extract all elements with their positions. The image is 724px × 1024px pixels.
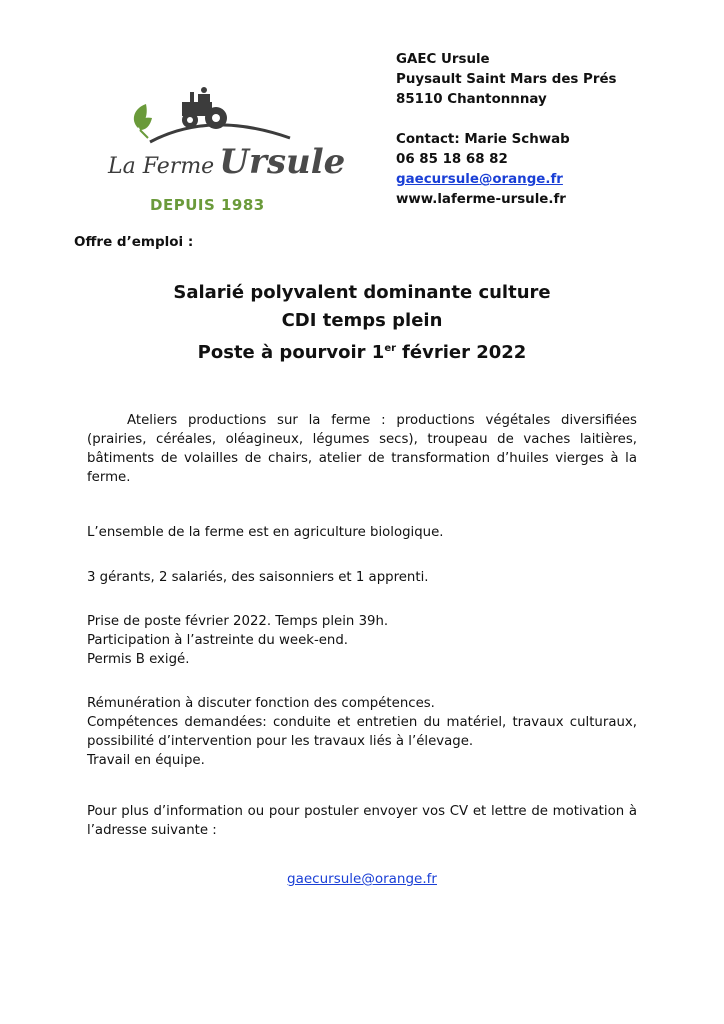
paragraph-workshops: Ateliers productions sur la ferme : productions végétales diversifiées (prairies, céréales, oléagineux, légumes secs), troupeau de vaches laitières, bâtiments de volailles de chairs, atelier de transformation d’huiles vierges à la ferme. [87,413,637,485]
logo-brand-prefix: La Ferme [108,154,215,179]
final-email-container [0,871,724,887]
skills-line1: Rémunération à discuter fonction des compétences. [87,696,435,711]
address-line2: 85110 Chantonnnay [396,92,547,107]
skills-line2: Compétences demandées: conduite et entretien du matériel, travaux culturaux, possibilité d’intervention pour les travaux liés à l’élevage. [87,715,637,749]
start-date [0,335,724,367]
paragraph-apply: Pour plus d’information ou pour postuler envoyer vos CV et lettre de motivation à l’adresse suivante : [87,804,637,838]
job-titles [0,279,724,367]
contact-person: Contact: Marie Schwab [396,132,570,147]
paragraph-organic: L’ensemble de la ferme est en agriculture biologique. [87,525,444,540]
address-line1: Puysault Saint Mars des Prés [396,72,617,87]
conditions-line1: Prise de poste février 2022. Temps plein 39h. [87,614,389,629]
start-date-prefix: Poste à pourvoir 1 [197,342,385,363]
contact-email-link[interactable]: gaecursule@orange.fr [396,172,563,187]
phone-number: 06 85 18 68 82 [396,152,508,167]
paragraph-conditions [87,612,637,669]
logo-brand-name: Ursule [219,142,346,182]
offer-label: Offre d’emploi : [74,234,194,250]
skills-line3: Travail en équipe. [87,753,205,768]
start-date-suffix: février 2022 [402,342,527,363]
contract-type: CDI temps plein [281,310,443,331]
contact-block [396,50,617,210]
tractor-icon [100,80,300,150]
start-date-sup: er [384,343,397,354]
farm-logo [100,80,346,225]
conditions-line2: Participation à l’astreinte du week-end. [87,633,349,648]
job-title: Salarié polyvalent dominante culture [173,282,551,303]
logo-since: DEPUIS 1983 [150,196,265,214]
paragraph-team: 3 gérants, 2 salariés, des saisonniers et 1 apprenti. [87,570,429,585]
paragraph-skills [87,694,637,770]
conditions-line3: Permis B exigé. [87,652,190,667]
logo-brand [108,142,345,182]
company-name: GAEC Ursule [396,52,490,67]
website: www.laferme-ursule.fr [396,192,566,207]
apply-email-link[interactable]: gaecursule@orange.fr [287,871,437,887]
